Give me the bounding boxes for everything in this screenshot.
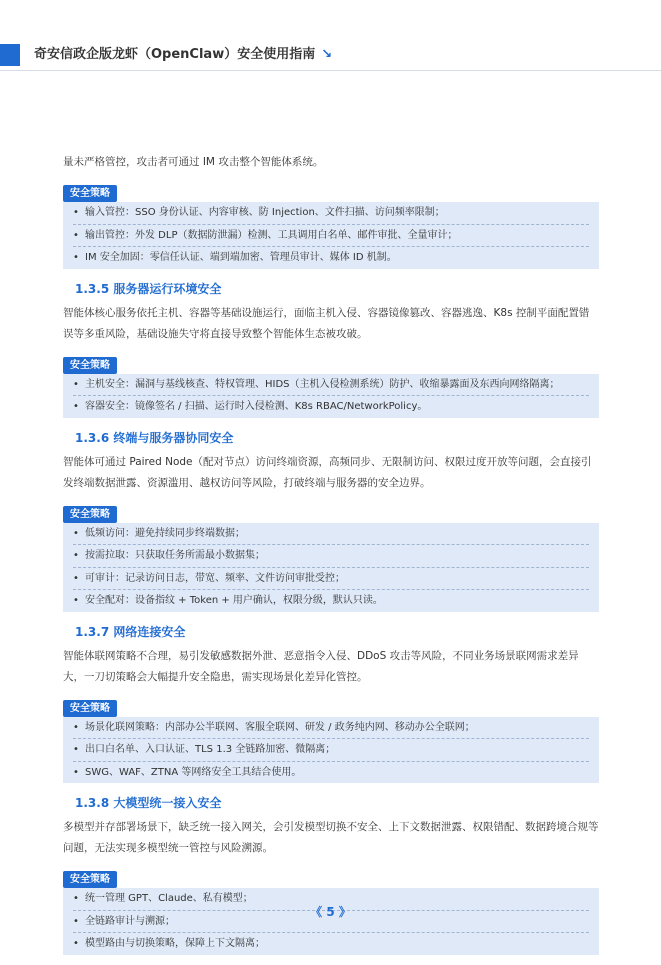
policy-item: • 主机安全：漏洞与基线核查、特权管理、HIDS（主机入侵检测系统）防护、收缩暴露面及东西向网络隔离； [73,374,589,397]
section-heading-1-3-8: 1.3.8 大模型统一接入安全 [75,796,222,810]
arrow-down-right-icon: ↘ [321,47,333,62]
bullet-icon: • [73,938,79,949]
policy-list [63,717,599,784]
policy-item: • 全链路审计与溯源； [73,911,589,934]
policy-box-terminal [63,502,599,612]
page-number: 《 5 》 [310,905,351,919]
section-body-1-3-7: 智能体联网策略不合理，易引发敏感数据外泄、恶意指令入侵、DDoS 攻击等风险，不同业务场景联网需求差异大，一刀切策略会大幅提升安全隐患，需实现场景化差异化管控。 [63,649,579,683]
document-title [34,44,332,66]
policy-box-server [63,353,599,418]
policy-item: • 输入管控：SSO 身份认证、内容审核、防 Injection、文件扫描、访问频率限制； [73,202,589,225]
policy-box-network [63,696,599,784]
main-content [63,152,599,965]
bullet-icon: • [73,229,79,241]
policy-tag: 安全策略 [63,700,117,717]
policy-item: • 模型路由与切换策略，保障上下文隔离； [73,933,589,955]
policy-item: • 安全配对：设备指纹 + Token + 用户确认，权限分级，默认只读。 [73,590,589,612]
policy-item: • 输出管控：外发 DLP（数据防泄漏）检测、工具调用白名单、邮件审批、全量审计； [73,225,589,248]
header-divider [0,70,661,71]
policy-list [63,888,599,955]
document-title-text: 奇安信政企版龙虾（OpenClaw）安全使用指南 [34,47,316,62]
policy-item: • SWG、WAF、ZTNA 等网络安全工具结合使用。 [73,762,589,784]
policy-item: • IM 安全加固：零信任认证、端到端加密、管理员审计、媒体 ID 机制。 [73,247,589,269]
policy-item: • 低频访问：避免持续同步终端数据； [73,523,589,546]
bullet-icon: • [73,893,79,904]
bullet-icon: • [73,744,79,755]
bullet-icon: • [73,766,79,778]
bullet-icon: • [73,378,79,390]
bullet-icon: • [73,401,79,412]
policy-item: • 场景化联网策略：内部办公半联网、客服全联网、研发 / 政务纯内网、移动办公全联网； [73,717,589,740]
policy-box-im [63,181,599,269]
policy-list [63,523,599,612]
section-body-1-3-6: 智能体可通过 Paired Node（配对节点）访问终端资源，高频同步、无限制访问、权限过度开放等问题，会直接引发终端数据泄露、资源滥用、越权访问等风险，打破终端与服务器的安全边界。 [63,455,592,489]
bullet-icon: • [73,915,79,927]
section-body-1-3-5: 智能体核心服务依托主机、容器等基础设施运行，面临主机入侵、容器镜像篡改、容器逃逸、K8s 控制平面配置错误等多重风险，基础设施失守将直接导致整个智能体生态被攻破。 [63,306,590,340]
intro-paragraph-tail: 量未严格管控，攻击者可通过 IM 攻击整个智能体系统。 [63,156,324,168]
policy-tag: 安全策略 [63,185,117,202]
policy-tag: 安全策略 [63,506,117,523]
bullet-icon: • [73,550,79,561]
bullet-icon: • [73,207,79,218]
bullet-icon: • [73,252,79,263]
section-heading-1-3-7: 1.3.7 网络连接安全 [75,624,186,639]
section-heading-1-3-6: 1.3.6 终端与服务器协同安全 [75,430,234,445]
policy-list [63,374,599,418]
policy-item: • 按需拉取：只获取任务所需最小数据集； [73,545,589,568]
section-body-1-3-8: 多模型并存部署场景下，缺乏统一接入网关，会引发模型切换不安全、上下文数据泄露、权限错配、数据跨境合规等问题，无法实现多模型统一管控与风险溯源。 [63,821,599,854]
policy-item: • 容器安全：镜像签名 / 扫描、运行时入侵检测、K8s RBAC/NetworkPolicy。 [73,396,589,418]
policy-tag: 安全策略 [63,357,117,374]
section-heading-1-3-5: 1.3.5 服务器运行环境安全 [75,281,222,296]
bullet-icon: • [73,721,79,733]
policy-list [63,202,599,269]
bullet-icon: • [73,595,79,606]
header-accent-bar [0,44,20,66]
bullet-icon: • [73,527,79,539]
policy-tag: 安全策略 [63,871,117,888]
policy-item: • 统一管理 GPT、Claude、私有模型； [73,888,589,911]
bullet-icon: • [73,572,79,584]
policy-item: • 出口白名单、入口认证、TLS 1.3 全链路加密、微隔离； [73,739,589,762]
policy-item: • 可审计：记录访问日志，带宽、频率、文件访问审批受控； [73,568,589,591]
